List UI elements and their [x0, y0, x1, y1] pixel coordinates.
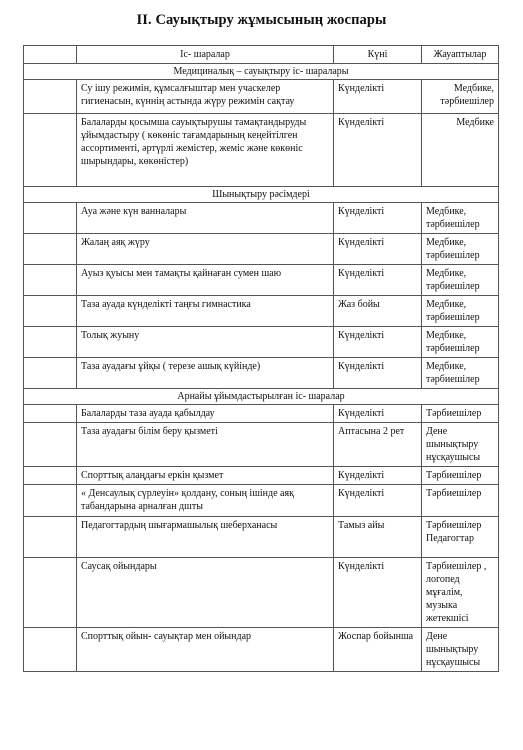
date-cell: Күнделікті — [334, 485, 422, 517]
event-cell: Саусақ ойындары — [77, 558, 334, 628]
section-title: Арнайы ұйымдастырылған іс- шаралар — [24, 389, 499, 405]
table-row — [24, 358, 499, 389]
section-title: Шынықтыру рәсімдері — [24, 187, 499, 203]
number-cell — [24, 467, 77, 485]
responsible-cell: Медбике, тәрбиешілер — [422, 327, 499, 358]
date-cell: Күнделікті — [334, 327, 422, 358]
responsible-cell: Медбике, тәрбиешілер — [422, 80, 499, 114]
table-row — [24, 628, 499, 672]
table-row — [24, 405, 499, 423]
event-cell: Ауа және күн ванналары — [77, 203, 334, 234]
responsible-cell: Медбике, тәрбиешілер — [422, 234, 499, 265]
header-responsible: Жауаптылар — [422, 46, 499, 64]
table-row — [24, 234, 499, 265]
responsible-cell: Тәрбиешілер Педагогтар — [422, 517, 499, 558]
header-date: Күні — [334, 46, 422, 64]
table-row — [24, 114, 499, 187]
section-row — [24, 187, 499, 203]
header-row — [24, 46, 499, 64]
event-cell: Балаларды қосымша сауықтырушы тамақтандыруды ұйымдастыру ( көкөніс тағамдарының кеңейтілген ассортименті, әртүрлі жемістер, жеміс және көкөніс шырындары, көкөністер) — [77, 114, 334, 187]
date-cell: Күнделікті — [334, 358, 422, 389]
event-cell: « Денсаулық сүрлеуін» қолдану, соның ішінде аяқ табандарына арналған дшты — [77, 485, 334, 517]
date-cell: Жоспар бойынша — [334, 628, 422, 672]
responsible-cell: Медбике, тәрбиешілер — [422, 203, 499, 234]
event-cell: Спорттық ойын- сауықтар мен ойындар — [77, 628, 334, 672]
responsible-cell: Тәрбиешілер — [422, 405, 499, 423]
number-cell — [24, 517, 77, 558]
date-cell: Күнделікті — [334, 80, 422, 114]
section-title: Медициналық – сауықтыру іс- шаралары — [24, 64, 499, 80]
table-row — [24, 485, 499, 517]
number-cell — [24, 628, 77, 672]
section-row — [24, 389, 499, 405]
event-cell: Жалаң аяқ жүру — [77, 234, 334, 265]
table-row — [24, 80, 499, 114]
table-row — [24, 558, 499, 628]
responsible-cell: Тәрбиешілер — [422, 467, 499, 485]
event-cell: Су ішу режимін, құмсалғыштар мен учаскелер гигиенасын, күннің астында жүру режимін сақтау — [77, 80, 334, 114]
responsible-cell: Медбике, тәрбиешілер — [422, 358, 499, 389]
date-cell: Жаз бойы — [334, 296, 422, 327]
date-cell: Күнделікті — [334, 558, 422, 628]
responsible-cell: Тәрбиешілер , логопед мұғалім, музыка жетекшісі — [422, 558, 499, 628]
number-cell — [24, 405, 77, 423]
responsible-cell: Тәрбиешілер — [422, 485, 499, 517]
header-events: Іс- шаралар — [77, 46, 334, 64]
date-cell: Күнделікті — [334, 467, 422, 485]
table-row — [24, 296, 499, 327]
date-cell: Күнделікті — [334, 405, 422, 423]
number-cell — [24, 358, 77, 389]
plan-table — [23, 45, 499, 672]
number-cell — [24, 423, 77, 467]
responsible-cell: Дене шынықтыру нұсқаушысы — [422, 423, 499, 467]
event-cell: Таза ауада күнделікті таңғы гимнастика — [77, 296, 334, 327]
table-row — [24, 467, 499, 485]
event-cell: Таза ауадағы ұйқы ( терезе ашық күйінде) — [77, 358, 334, 389]
date-cell: Тамыз айы — [334, 517, 422, 558]
event-cell: Ауыз қуысы мен тамақты қайнаған сумен шаю — [77, 265, 334, 296]
event-cell: Таза ауадағы білім беру қызметі — [77, 423, 334, 467]
responsible-cell: Медбике, тәрбиешілер — [422, 265, 499, 296]
number-cell — [24, 114, 77, 187]
event-cell: Педагогтардың шығармашылық шеберханасы — [77, 517, 334, 558]
date-cell: Күнделікті — [334, 234, 422, 265]
number-cell — [24, 46, 77, 64]
section-row — [24, 64, 499, 80]
table-row — [24, 423, 499, 467]
table-row — [24, 265, 499, 296]
date-cell: Күнделікті — [334, 114, 422, 187]
responsible-cell: Дене шынықтыру нұсқаушысы — [422, 628, 499, 672]
event-cell: Толық жуыну — [77, 327, 334, 358]
event-cell: Спорттық алаңдағы еркін қызмет — [77, 467, 334, 485]
responsible-cell: Медбике, тәрбиешілер — [422, 296, 499, 327]
date-cell: Күнделікті — [334, 203, 422, 234]
responsible-cell: Медбике — [422, 114, 499, 187]
table-row — [24, 327, 499, 358]
number-cell — [24, 265, 77, 296]
date-cell: Күнделікті — [334, 265, 422, 296]
number-cell — [24, 558, 77, 628]
table-row — [24, 203, 499, 234]
page-title: II. Сауықтыру жұмысының жоспары — [136, 12, 387, 28]
number-cell — [24, 203, 77, 234]
table-row — [24, 517, 499, 558]
date-cell: Аптасына 2 рет — [334, 423, 422, 467]
number-cell — [24, 80, 77, 114]
number-cell — [24, 234, 77, 265]
number-cell — [24, 485, 77, 517]
number-cell — [24, 296, 77, 327]
number-cell — [24, 327, 77, 358]
event-cell: Балаларды таза ауада қабылдау — [77, 405, 334, 423]
